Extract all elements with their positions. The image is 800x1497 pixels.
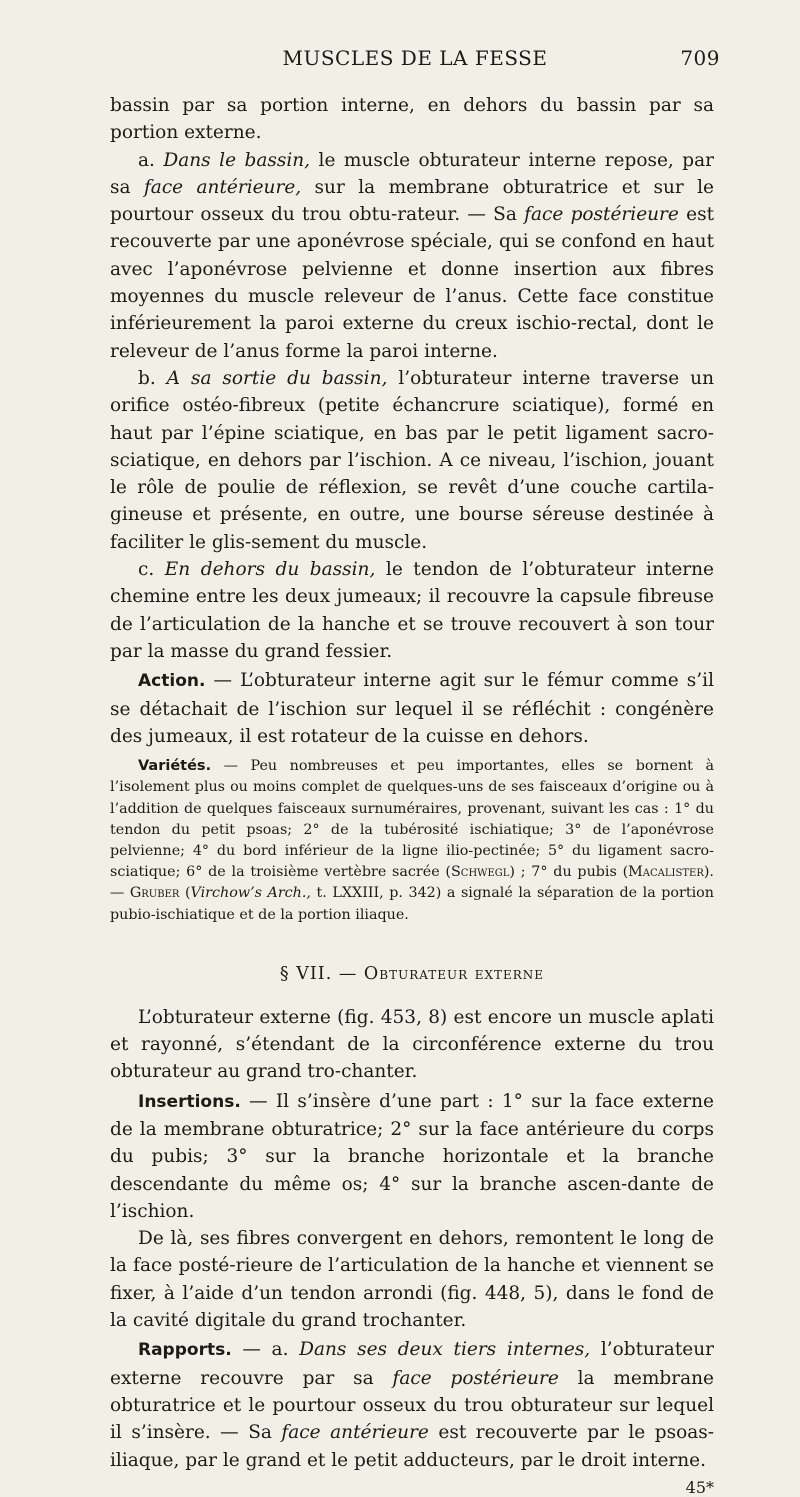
text-run: est recouverte par une aponévrose spéciale, qui se confond en haut avec l’aponévrose pelvienne et donne insertion aux fibres moyennes du muscle releveur de l’anus. Cette face constitue inférieurement la paroi externe du creux ischio-rectal, dont le releveur de l’anus forme la paroi interne. xyxy=(110,204,715,362)
text-run: — Il s’insère d’une part : 1° sur la face externe de la membrane obturatrice; 2° sur la face antérieure du corps du pubis; 3° sur la branche horizontale et la branche descendante du même os; 4° sur la branche ascen-dante de l’ischion. xyxy=(110,1090,714,1222)
italic-run: face antérieure xyxy=(281,1422,429,1444)
text-body xyxy=(110,92,714,1497)
insertions-label: Insertions. xyxy=(138,1091,241,1112)
paragraph-b xyxy=(110,365,714,556)
signature-mark: 45* xyxy=(685,1477,714,1497)
paragraph-rapports xyxy=(110,1336,714,1473)
paragraph-de-la: De là, ses fibres convergent en dehors, remontent le long de la face posté-rieure de l’articulation de la hanche et viennent se fixer, à l’aide d’un tendon arrondi (fig. 448, 5), dans le fond de la cavité digitale du grand trochanter. xyxy=(110,1228,714,1332)
text-run: l’obturateur externe recouvre par sa xyxy=(110,1339,714,1389)
italic-run: face antérieure, xyxy=(143,176,302,198)
text-run: le muscle obturateur interne repose, par sa xyxy=(110,149,714,198)
author-name: Macalister xyxy=(628,864,704,881)
text-run: — a. xyxy=(231,1339,300,1361)
running-header xyxy=(110,46,720,76)
item-letter: b. xyxy=(138,367,156,389)
varietes-label: Variétés. xyxy=(138,758,212,775)
author-name: Gruber xyxy=(129,885,180,902)
text-run: ). — xyxy=(110,864,714,902)
running-title: MUSCLES DE LA FESSE xyxy=(282,46,548,70)
section-heading xyxy=(110,964,714,984)
text-run: ) ; 7° du pubis ( xyxy=(509,864,629,881)
text-run: ( xyxy=(179,885,191,902)
text-run: t. LXXIII, p. 342) a signalé la séparation de la portion pubio-ischiatique et de la portion iliaque. xyxy=(110,885,714,923)
paragraph-obturateur-externe: L’obturateur externe (fig. 453, 8) est encore un muscle aplati et rayonné, s’étendant de la circonférence externe du trou obturateur au grand tro-chanter. xyxy=(110,1006,714,1083)
item-letter: a. xyxy=(138,149,155,171)
paragraph-action xyxy=(110,667,714,750)
paragraph-varietes xyxy=(110,756,714,926)
paragraph-insertions xyxy=(110,1088,714,1225)
text-run: — L’obturateur interne agit sur le fémur comme s’il se détachait de l’ischion sur lequel il se réfléchit : congénère des jumeaux, il est rotateur de la cuisse en dehors. xyxy=(110,670,714,747)
section-dash: — xyxy=(332,963,364,984)
item-lead: A sa sortie du bassin, xyxy=(166,367,388,389)
paragraph-continuation: bassin par sa portion interne, en dehors du bassin par sa portion externe. xyxy=(110,95,714,144)
text-run: est recouverte par le psoas-iliaque, par le grand et le petit adducteurs, par le droit interne. xyxy=(110,1422,714,1471)
page-number: 709 xyxy=(680,46,720,70)
italic-run: Dans ses deux tiers internes, xyxy=(299,1339,591,1361)
paragraph-c xyxy=(110,556,714,665)
italic-run: face postérieure xyxy=(524,204,679,226)
item-lead: En dehors du bassin, xyxy=(164,559,376,581)
text-run: le tendon de l’obturateur interne chemine entre les deux jumeaux; il recouvre la capsule fibreuse de l’articulation de la hanche et se trouve recouvert à son tour par la masse du grand fessier. xyxy=(110,559,714,662)
section-number: § VII. xyxy=(279,963,333,984)
item-lead: Dans le bassin, xyxy=(163,149,311,171)
text-run: — Peu nombreuses et peu importantes, elles se bornent à l’isolement plus ou moins complet de quelques-uns de ses faisceaux d’origine ou à l’addition de quelques faisceaux surnuméraires, provenant, suivant les cas : 1° du tendon du petit psoas; 2° de la tubérosité ischiatique; 3° de l’aponévrose pelvienne; 4° du bord inférieur de la ligne ilio-pectinée; 5° du ligament sacro-sciatique; 6° de la troisième vertèbre sacrée ( xyxy=(110,758,714,881)
italic-run: Virchow’s Arch., xyxy=(190,885,311,902)
section-title: Obturateur externe xyxy=(363,963,545,984)
rapports-label: Rapports. xyxy=(138,1340,232,1361)
author-name: Schwegl xyxy=(451,864,510,881)
text-run: l’obturateur interne traverse un orifice ostéo-fibreux (petite échancrure sciatique), formé en haut par l’épine sciatique, en bas par le petit ligament sacro-sciatique, en dehors par l’ischion. A ce niveau, l’ischion, jouant le rôle de poulie de réflexion, se revêt d’une couche cartila-gineuse et présente, en outre, une bourse séreuse destinée à faciliter le glis-sement du muscle. xyxy=(110,367,714,553)
text-run: sur la membrane obturatrice et sur le pourtour osseux du trou obtu-rateur. — Sa xyxy=(110,176,714,226)
text-run: la membrane obturatrice et le pourtour osseux du trou obturateur sur lequel il s’insère. — Sa xyxy=(110,1367,714,1444)
action-label: Action. xyxy=(138,671,206,692)
italic-run: face postérieure xyxy=(392,1367,559,1389)
paragraph-a xyxy=(110,147,714,365)
item-letter: c. xyxy=(138,559,155,581)
